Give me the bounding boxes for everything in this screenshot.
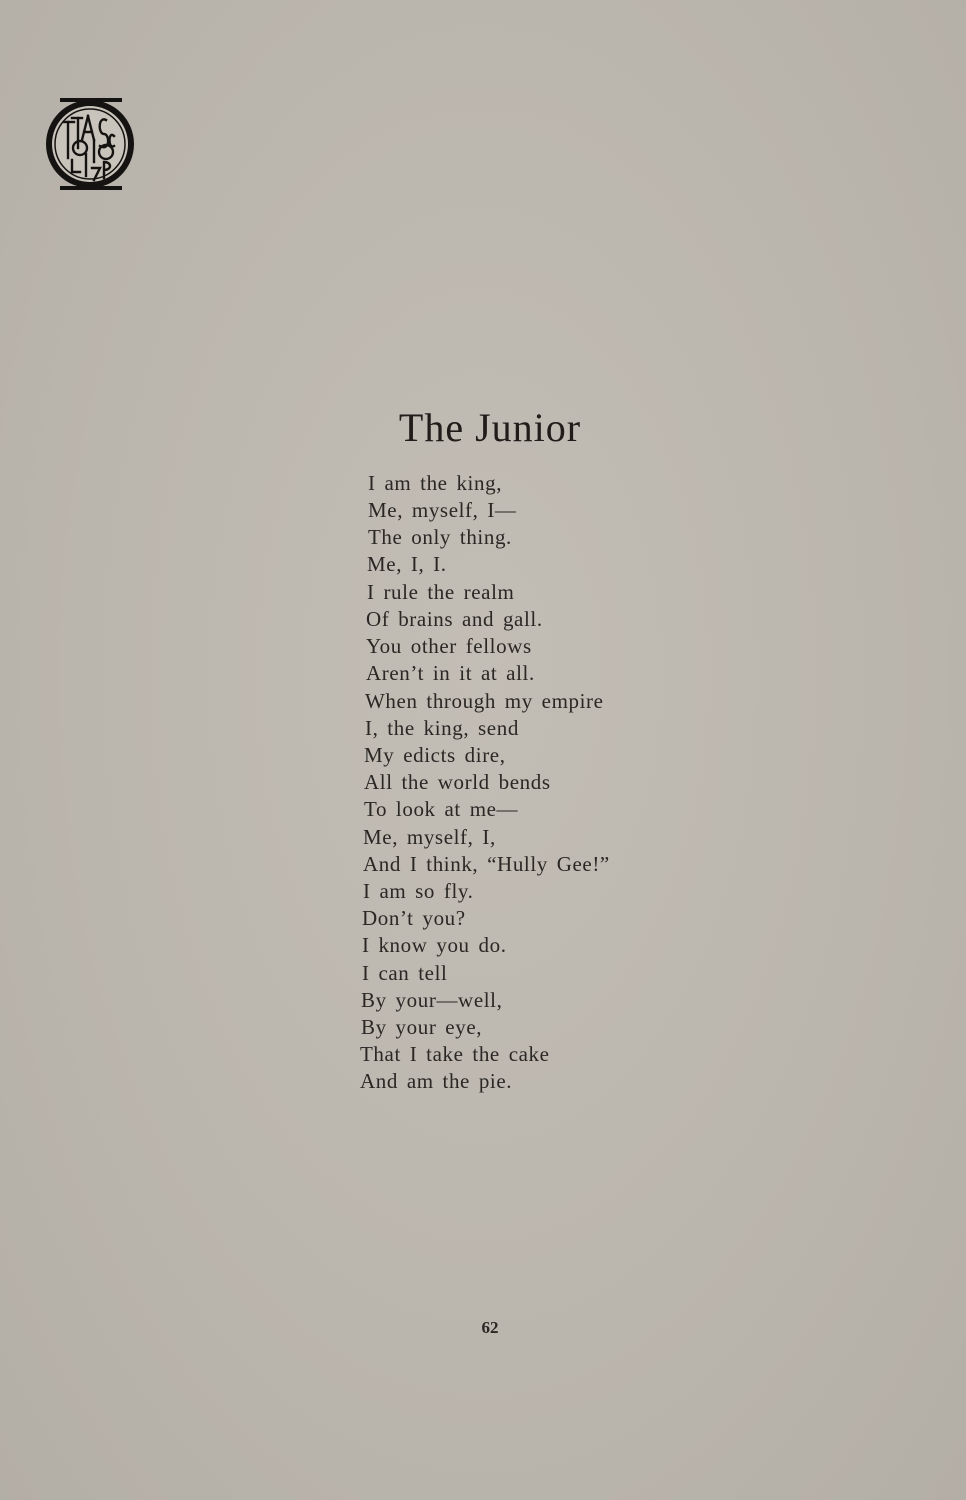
poem-line: Me, myself, I— xyxy=(368,498,517,522)
poem-line: Me, I, I. xyxy=(367,552,447,576)
poem-line: That I take the cake xyxy=(360,1042,550,1066)
poem-line: And I think, “Hully Gee!” xyxy=(363,852,610,876)
poem-title: The Junior xyxy=(398,405,582,450)
poem-line: I know you do. xyxy=(362,933,507,957)
poem-line: I rule the realm xyxy=(367,580,515,604)
poem-line: Of brains and gall. xyxy=(366,607,543,631)
poem-line: Don’t you? xyxy=(362,906,466,930)
poem-line: Me, myself, I, xyxy=(363,825,496,849)
poem-line: By your eye, xyxy=(361,1015,483,1039)
page-number: 62 xyxy=(481,1318,499,1337)
poem-line: The only thing. xyxy=(368,525,512,549)
poem-line: To look at me— xyxy=(364,797,519,821)
poem-line: My edicts dire, xyxy=(364,743,506,767)
poem-line: You other fellows xyxy=(366,634,532,658)
poem-line: When through my empire xyxy=(365,689,604,713)
class-seal-icon xyxy=(42,96,138,192)
poem-line: All the world bends xyxy=(364,770,551,794)
poem-line: I am the king, xyxy=(368,471,503,495)
poem-line: And am the pie. xyxy=(360,1069,513,1093)
poem-line: Aren’t in it at all. xyxy=(366,661,535,685)
poem-line: I am so fly. xyxy=(363,879,474,903)
poem-line: I, the king, send xyxy=(365,716,519,740)
poem-line: I can tell xyxy=(362,961,448,985)
poem-line: By your—well, xyxy=(361,988,503,1012)
